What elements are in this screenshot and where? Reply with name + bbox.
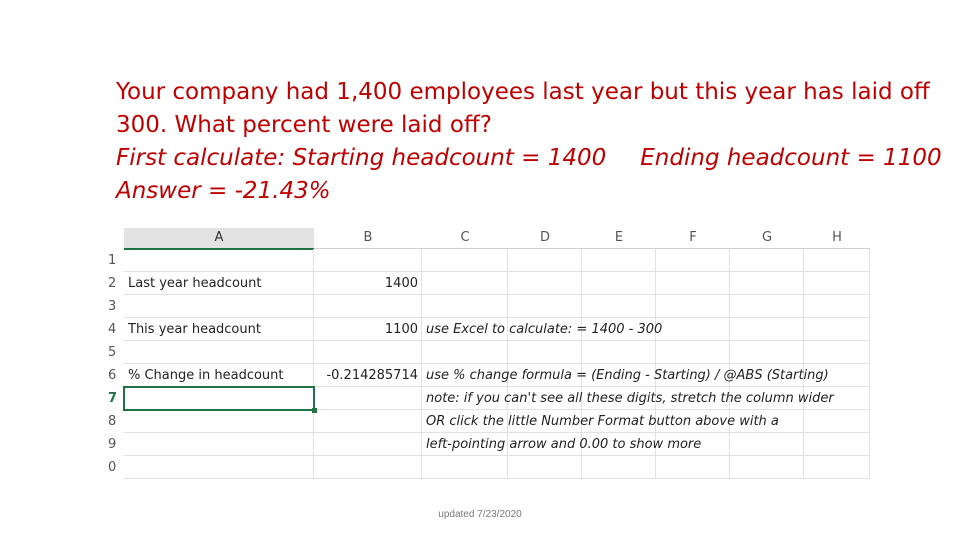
row-header-4[interactable]: 4	[108, 322, 117, 337]
grid-cell[interactable]	[804, 341, 870, 364]
cell-b4[interactable]: 1100	[384, 322, 418, 337]
problem-line-3	[116, 142, 942, 175]
grid-cell[interactable]	[124, 341, 314, 364]
grid-cell[interactable]	[582, 249, 656, 272]
fill-handle[interactable]	[312, 408, 317, 413]
grid-cell[interactable]	[730, 341, 804, 364]
grid-cell[interactable]	[508, 249, 582, 272]
problem-line-2: 300. What percent were laid off?	[116, 112, 492, 138]
row-header-8[interactable]: 8	[108, 414, 117, 429]
selected-cell-a7[interactable]	[123, 386, 315, 411]
row-header-3[interactable]: 3	[108, 299, 117, 314]
grid-cell[interactable]	[804, 295, 870, 318]
grid-cell[interactable]	[314, 295, 422, 318]
cell-c6[interactable]: use % change formula = (Ending - Starting) / @ABS (Starting)	[426, 368, 829, 383]
row-header-10[interactable]: 0	[108, 460, 117, 475]
cell-b6[interactable]: -0.214285714	[326, 368, 418, 383]
grid-cell[interactable]	[314, 249, 422, 272]
grid-cell[interactable]	[730, 249, 804, 272]
grid-cell[interactable]	[804, 272, 870, 295]
grid-cell[interactable]	[314, 456, 422, 479]
grid-cell[interactable]	[730, 456, 804, 479]
row-header-6[interactable]: 6	[108, 368, 117, 383]
row-header-1[interactable]: 1	[108, 253, 117, 268]
cell-c7[interactable]: note: if you can't see all these digits, stretch the column wider	[426, 391, 834, 406]
column-header-h[interactable]: H	[804, 228, 870, 249]
problem-statement	[116, 76, 942, 208]
grid-cell[interactable]	[730, 272, 804, 295]
grid-cell[interactable]	[314, 387, 422, 410]
grid-cell[interactable]	[422, 295, 508, 318]
grid-cell[interactable]	[314, 433, 422, 456]
row-header-5[interactable]: 5	[108, 345, 117, 360]
grid-cell[interactable]	[582, 341, 656, 364]
grid-cell[interactable]	[656, 456, 730, 479]
grid-cell[interactable]	[582, 456, 656, 479]
grid-cell[interactable]	[314, 410, 422, 433]
problem-line-1: Your company had 1,400 employees last year but this year has laid off	[116, 79, 930, 105]
grid-cell[interactable]	[582, 272, 656, 295]
grid-cell[interactable]	[124, 249, 314, 272]
grid-cell[interactable]	[804, 456, 870, 479]
column-header-e[interactable]: E	[582, 228, 656, 249]
cell-a2[interactable]: Last year headcount	[128, 276, 262, 291]
grid-cell[interactable]	[124, 433, 314, 456]
grid-cell[interactable]	[656, 272, 730, 295]
spreadsheet	[108, 228, 870, 480]
grid-cell[interactable]	[582, 295, 656, 318]
starting-headcount-text: First calculate: Starting headcount = 1400	[116, 145, 607, 171]
cell-a4[interactable]: This year headcount	[128, 322, 261, 337]
grid-cell[interactable]	[508, 456, 582, 479]
ending-headcount-text: Ending headcount = 1100	[640, 145, 942, 171]
grid-cell[interactable]	[422, 249, 508, 272]
row-header-9[interactable]: 9	[108, 437, 117, 452]
updated-date: updated 7/23/2020	[438, 509, 522, 520]
column-header-d[interactable]: D	[508, 228, 582, 249]
grid-cell[interactable]	[508, 341, 582, 364]
column-header-f[interactable]: F	[656, 228, 730, 249]
cell-b2[interactable]: 1400	[384, 276, 418, 291]
column-header-a[interactable]: A	[124, 228, 314, 250]
answer-text: Answer = -21.43%	[116, 178, 331, 204]
column-header-b[interactable]: B	[314, 228, 422, 249]
grid-cell[interactable]	[422, 456, 508, 479]
grid-cell[interactable]	[124, 410, 314, 433]
cell-c8[interactable]: OR click the little Number Format button above with a	[426, 414, 779, 429]
grid-cell[interactable]	[656, 249, 730, 272]
grid-cell[interactable]	[656, 341, 730, 364]
column-header-c[interactable]: C	[422, 228, 508, 249]
grid-cell[interactable]	[656, 295, 730, 318]
grid-cell[interactable]	[422, 341, 508, 364]
grid-cell[interactable]	[508, 272, 582, 295]
row-header-7[interactable]: 7	[108, 391, 118, 406]
cell-c4[interactable]: use Excel to calculate: = 1400 - 300	[426, 322, 663, 337]
cell-c9[interactable]: left-pointing arrow and 0.00 to show more	[426, 437, 702, 452]
grid-cell[interactable]	[124, 295, 314, 318]
column-header-g[interactable]: G	[730, 228, 804, 249]
grid-cell[interactable]	[124, 456, 314, 479]
grid-cell[interactable]	[730, 295, 804, 318]
grid-cell[interactable]	[314, 341, 422, 364]
grid-cell[interactable]	[422, 272, 508, 295]
grid-cell[interactable]	[804, 249, 870, 272]
row-header-2[interactable]: 2	[108, 276, 117, 291]
cell-a6[interactable]: % Change in headcount	[128, 368, 284, 383]
grid-cell[interactable]	[508, 295, 582, 318]
